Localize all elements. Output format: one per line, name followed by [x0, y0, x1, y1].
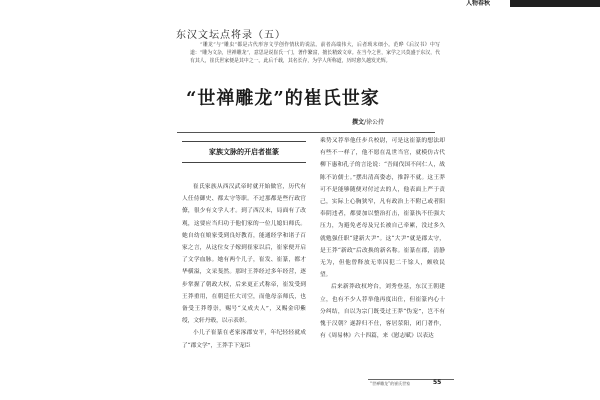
page-number: 55	[433, 379, 442, 386]
byline-author: /徐公持	[364, 119, 385, 126]
intro-paragraph: “雕龙”与“雕虫”都是古代形容文学创作情状的说法。前者高端伟大，后者琐末细小。范晔《后汉书》中写道：“雕为文杂，世禅雕龙”，意思是说崔氏一门，著作繁富，擅长精致文章。在当今之世，家学之兴莫盛于东汉，代有其人，崔氏世家便是其中之一。此后千载，其名长存，为学人所称道，历时愈久越发光辉。	[190, 42, 440, 64]
body-paragraph: 崔氏家族从西汉武帝时就开始做官，历代有人任侍御史、都太守等职。不过那都是些行政官僚，很少有文学人才。到了西汉末，局面有了改观，这要应当归功于他们家的一位儿媳妇师氏。她自幼在娘家受到良好教育，能通经学和诸子百家之言，从这位女子嫁到崔家以后，崔家便开启了文学血脉。她有两个儿子，崔发、崔篆，都才华横溢，文采斐然。那时王莽经过多年经营，逐步掌握了朝政大权，后来更正式称帝，崔发受到王莽重用，在朝廷任大司空，而他母亲师氏，也备受王莽尊崇，赐号“义成夫人”，又赐金印紫绶，文轩丹毂，以示表彰。	[182, 184, 306, 325]
section-heading: 家族文脉的开启者崔篆	[209, 148, 279, 156]
section-heading-box	[182, 141, 306, 163]
body-paragraph: 小儿子崔篆在老家涿郡安平，年纪轻轻就成了“郡文学”，王莽手下宠臣	[182, 330, 306, 349]
body-paragraph: 乘势又荐举他任步兵校尉，可是这崔篆的想法却有些不一样了，他不愿在乱世当官，就模仿古代柳下惠和孔子的言论说：“吾闻伐国不问仁人，战陈不访儒士。”摆出清高姿态，推辞不就。这王莽可不是能够随便对付过去的人，他表面上严于责己，实际上心胸狭窄，凡有政治上不附己或者阳奉阴违者，都要加以整治打击，崔篆执不任强大压力，为避免老母及兄长被自己牵累，没过多久就勉强任职“建新大尹”。这“大尹”就是郡太守，是王莽“新政”后改换的新名称。崔篆在郡，清静无为，但他曾释放无辜囚犯二千馀人，颇收民望。	[320, 138, 445, 279]
headline-divider	[177, 132, 435, 133]
body-paragraph: 后来新莽政权垮台，刘秀登基，东汉王朝建立，也有不少人荐举他再度出仕，但崔篆内心十分纠结，自以为宗门既受过王莽“伪宠”，岂不有愧于汉朝？遂辞归不仕，客居荥阳，闭门著作，有《周易林》六十四篇，来《慰志赋》以表达	[320, 284, 445, 340]
footer-series-label: “世禅雕龙”的崔氏世家	[370, 381, 411, 386]
header-color-strip	[510, 0, 600, 7]
series-title: 东汉文坛点将录（五）	[176, 30, 286, 41]
article-headline: “世禅雕龙”的崔氏世家	[186, 88, 380, 109]
column-label: 人物春秋	[465, 0, 490, 7]
body-column-right	[320, 135, 445, 342]
byline-role: 撰文	[352, 119, 365, 126]
body-column-left	[182, 181, 306, 352]
byline	[352, 117, 384, 126]
